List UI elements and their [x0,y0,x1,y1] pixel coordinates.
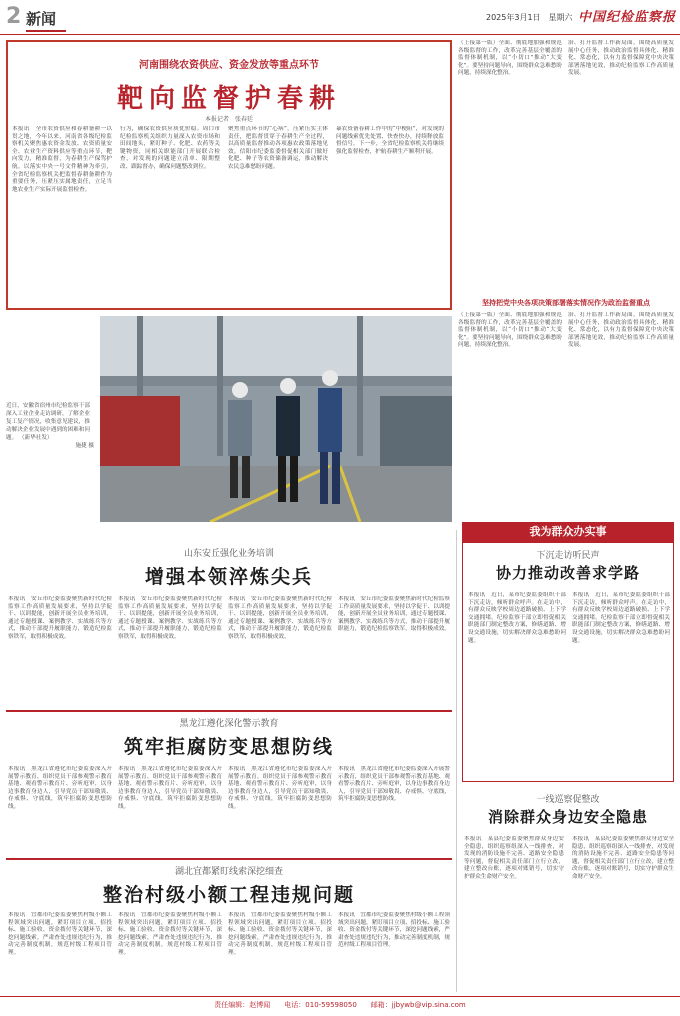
right-article-col-4: 治、打开监督工作新局面。围绕高质量发展中心任务，推动政治监督具体化、精准化、常态化，以有力监督保障党中央决策部署落地见效，推动纪检监察工作高质量发展。 [568,312,674,349]
divider-1 [6,710,452,712]
right-article-col-2: 治、打开监督工作新局面。围绕高质量发展中心任务，推动政治监督具体化、精准化、常态化，以有力监督保障党中央决策部署落地见效，推动纪检监察工作高质量发展。 [568,40,674,77]
lead-headline: 靶向监督护春耕 [116,84,341,114]
heilongjiang-col-3: 本报讯 黑龙江省遵化市纪委监委深入开展警示教育，组织党员干部参观警示教育基地、观看警示教育片、旁听庭审，以身边事教育身边人，引导党员干部知敬畏、存戒惧、守底线，筑牢拒腐防变思想防线。 [228,766,332,810]
lead-column-4: 暴农资备春耕工作中的“中梗阻”，对发现的问题线索优先处置、快查快办，持续释放监督信号。下一步，全省纪检监察机关将继续强化监督检查，护航春耕生产顺利开展。 [336,126,444,155]
hubei-col-4: 本报讯 宜都市纪委监委聚焦村级小额工程领域突出问题，紧盯项目立项、招投标、施工验收、资金拨付等关键环节，深挖问题线索，严肃查处违规违纪行为，推动完善制度机制，规范村级工程项目管理。 [338,912,450,949]
lead-kicker: 河南围绕农资供应、资金发放等重点环节 [139,60,319,71]
header-rule [0,34,680,35]
lead-column-2: 行为，确保农资供应质优价稳。周口市纪检监察机关组织力量深入农资市场和田间地头，紧盯种子、化肥、农药等关键物资，同相关职能部门开展联合检查，对发现的问题建立清单、限期整改、跟踪督办，确保问题整改到位。 [120,126,220,170]
hubei-col-2: 本报讯 宜都市纪委监委聚焦村级小额工程领域突出问题，紧盯项目立项、招投标、施工验收、资金拨付等关键环节，深挖问题线索，严肃查处违规违纪行为，推动完善制度机制，规范村级工程项目管理。 [118,912,222,956]
lead-column-3: 聚焦重点环节的“心病”，压紧压实主体责任，把监督贯穿于春耕生产全过程，以高质量监督推动各项惠农政策落地见效。信阳市纪委监委督促相关部门做好化肥、种子等农资储备调运，推动解决农民急难愁盼问题。 [228,126,328,170]
masses-banner: 我为群众办实事 [462,522,674,542]
shandong-col-4: 本报讯 安丘市纪委监委聚焦新时代纪检监察工作高质量发展要求，坚持以学促干、以训提能，创新开展全员业务培训，通过专题授课、案例教学、实战练兵等方式，推动干部提升履职能力，锻造纪检监察铁军，取得积极成效。 [338,596,450,633]
news-photo [100,316,452,522]
patrol-col-1: 本报讯 某县纪委监委聚焦群众身边安全隐患，组织巡察组深入一线排查，对发现的消防设施不完善、道路安全隐患等问题，督促相关责任部门立行立改，建立整改台账，逐项对账销号，切实守护群众生命财产安全。 [464,836,564,880]
heilongjiang-headline: 筑牢拒腐防变思想防线 [123,736,334,758]
hubei-kicker: 湖北宜都紧盯线索深挖细查 [174,867,283,877]
page-number: 2 [6,4,22,29]
caption-text: 近日，安徽省宿州市纪检监察干部深入工业企业走访调研，了解企业复工复产情况，收集意见建议，推动解决企业发展中遇到的困难和问题。 （新华社发） [6,403,90,441]
masses-kicker: 下沉走访听民声 [536,551,600,561]
right-article-col-1: （上接第一版）全面、彻底地加强和规范各级监督的工作，改革完善基层全覆盖的监督体制机制，以“小切口”推动“大变化”。要坚持问题导向，围绕群众急难愁盼问题，持续深化整治。 [458,40,562,77]
hubei-headline: 整治村级小额工程违规问题 [102,884,355,906]
section-underline [26,30,66,32]
right-article-col-3: （上接第一版）全面、彻底地加强和规范各级监督的工作，改革完善基层全覆盖的监督体制机制，以“小切口”推动“大变化”。要坚持问题导向，围绕群众急难愁盼问题，持续深化整治。 [458,312,562,349]
footer-info: 责任编辑：赵博闻 电话：010-59598050 邮箱：jjbywb@vip.sina.com [214,1001,466,1009]
shandong-col-2: 本报讯 安丘市纪委监委聚焦新时代纪检监察工作高质量发展要求，坚持以学促干、以训提能，创新开展全员业务培训，通过专题授课、案例教学、实战练兵等方式，推动干部提升履职能力，锻造纪检监察铁军，取得积极成效。 [118,596,222,640]
shandong-headline: 增强本领淬炼尖兵 [144,566,313,588]
masses-col-1: 本报讯 近日，某市纪委监委组织干部下沉走访，倾听群众呼声。在走访中，有群众反映学校周边道路破损、上下学交通拥堵。纪检监察干部立即督促相关职能部门制定整改方案，修缮道路、增设交通设施，切实解决群众急难愁盼问题。 [468,592,566,644]
section-title: 新闻 [26,10,57,28]
patrol-headline: 消除群众身边安全隐患 [487,808,648,826]
right-subhead: 坚持把党中央各项决策部署落实情况作为政治监督重点 [482,298,650,307]
shandong-kicker: 山东安丘强化业务培训 [183,549,274,559]
factory-visit-illustration [100,316,452,522]
photo-credit: 施捷 摄 [75,443,94,449]
heilongjiang-col-4: 本报讯 黑龙江省遵化市纪委监委深入开展警示教育，组织党员干部参观警示教育基地、观看警示教育片、旁听庭审，以身边事教育身边人，引导党员干部知敬畏、存戒惧、守底线，筑牢拒腐防变思想防线。 [338,766,450,803]
patrol-kicker: 一线巡察促整改 [536,795,600,805]
masses-col-2: 本报讯 近日，某市纪委监委组织干部下沉走访，倾听群众呼声。在走访中，有群众反映学校周边道路破损、上下学交通拥堵。纪检监察干部立即督促相关职能部门制定整改方案，修缮道路、增设交通设施，切实解决群众急难愁盼问题。 [572,592,670,644]
shandong-col-3: 本报讯 安丘市纪委监委聚焦新时代纪检监察工作高质量发展要求，坚持以学促干、以训提能，创新开展全员业务培训，通过专题授课、案例教学、实战练兵等方式，推动干部提升履职能力，锻造纪检监察铁军，取得积极成效。 [228,596,332,640]
divider-2 [6,858,452,860]
shandong-col-1: 本报讯 安丘市纪委监委聚焦新时代纪检监察工作高质量发展要求，坚持以学促干、以训提能，创新开展全员业务培训，通过专题授课、案例教学、实战练兵等方式，推动干部提升履职能力，锻造纪检监察铁军，取得积极成效。 [8,596,112,640]
hubei-col-3: 本报讯 宜都市纪委监委聚焦村级小额工程领域突出问题，紧盯项目立项、招投标、施工验收、资金拨付等关键环节，深挖问题线索，严肃查处违规违纪行为，推动完善制度机制，规范村级工程项目管理。 [228,912,332,956]
heilongjiang-kicker: 黑龙江遵化深化警示教育 [179,719,279,729]
hubei-col-1: 本报讯 宜都市纪委监委聚焦村级小额工程领域突出问题，紧盯项目立项、招投标、施工验收、资金拨付等关键环节，深挖问题线索，严肃查处违规违纪行为，推动完善制度机制，规范村级工程项目管理。 [8,912,112,956]
newspaper-logo: 中国纪检监察报 [578,10,677,25]
column-rule [456,530,457,992]
footer-rule [0,996,680,997]
lead-column-1: 本报讯 全市农资供应和春耕备耕一以贯之地，今年以来，河南省各级纪检监察机关聚焦惠农资金发放、农资质量安全、农业生产资料供应等重点环节，靶向发力，精准监督，为春耕生产保驾护航。以落实中央一号文件精神为牵引，全省纪检监察机关把监督春耕备耕作为重要任务，压紧压实属地责任，立足当地农业生产实际开展监督检查。 [12,126,112,193]
heilongjiang-col-2: 本报讯 黑龙江省遵化市纪委监委深入开展警示教育，组织党员干部参观警示教育基地、观看警示教育片、旁听庭审，以身边事教育身边人，引导党员干部知敬畏、存戒惧、守底线，筑牢拒腐防变思想防线。 [118,766,222,810]
heilongjiang-col-1: 本报讯 黑龙江省遵化市纪委监委深入开展警示教育，组织党员干部参观警示教育基地、观看警示教育片、旁听庭审，以身边事教育身边人，引导党员干部知敬畏、存戒惧、守底线，筑牢拒腐防变思想防线。 [8,766,112,810]
issue-date: 2025年3月1日 星期六 [486,13,573,22]
masses-headline: 协力推动改善求学路 [495,564,640,582]
photo-caption [6,402,94,522]
lead-byline: 本报记者 张春廷 [204,116,253,123]
patrol-col-2: 本报讯 某县纪委监委聚焦群众身边安全隐患，组织巡察组深入一线排查，对发现的消防设施不完善、道路安全隐患等问题，督促相关责任部门立行立改，建立整改台账，逐项对账销号，切实守护群众生命财产安全。 [572,836,674,880]
